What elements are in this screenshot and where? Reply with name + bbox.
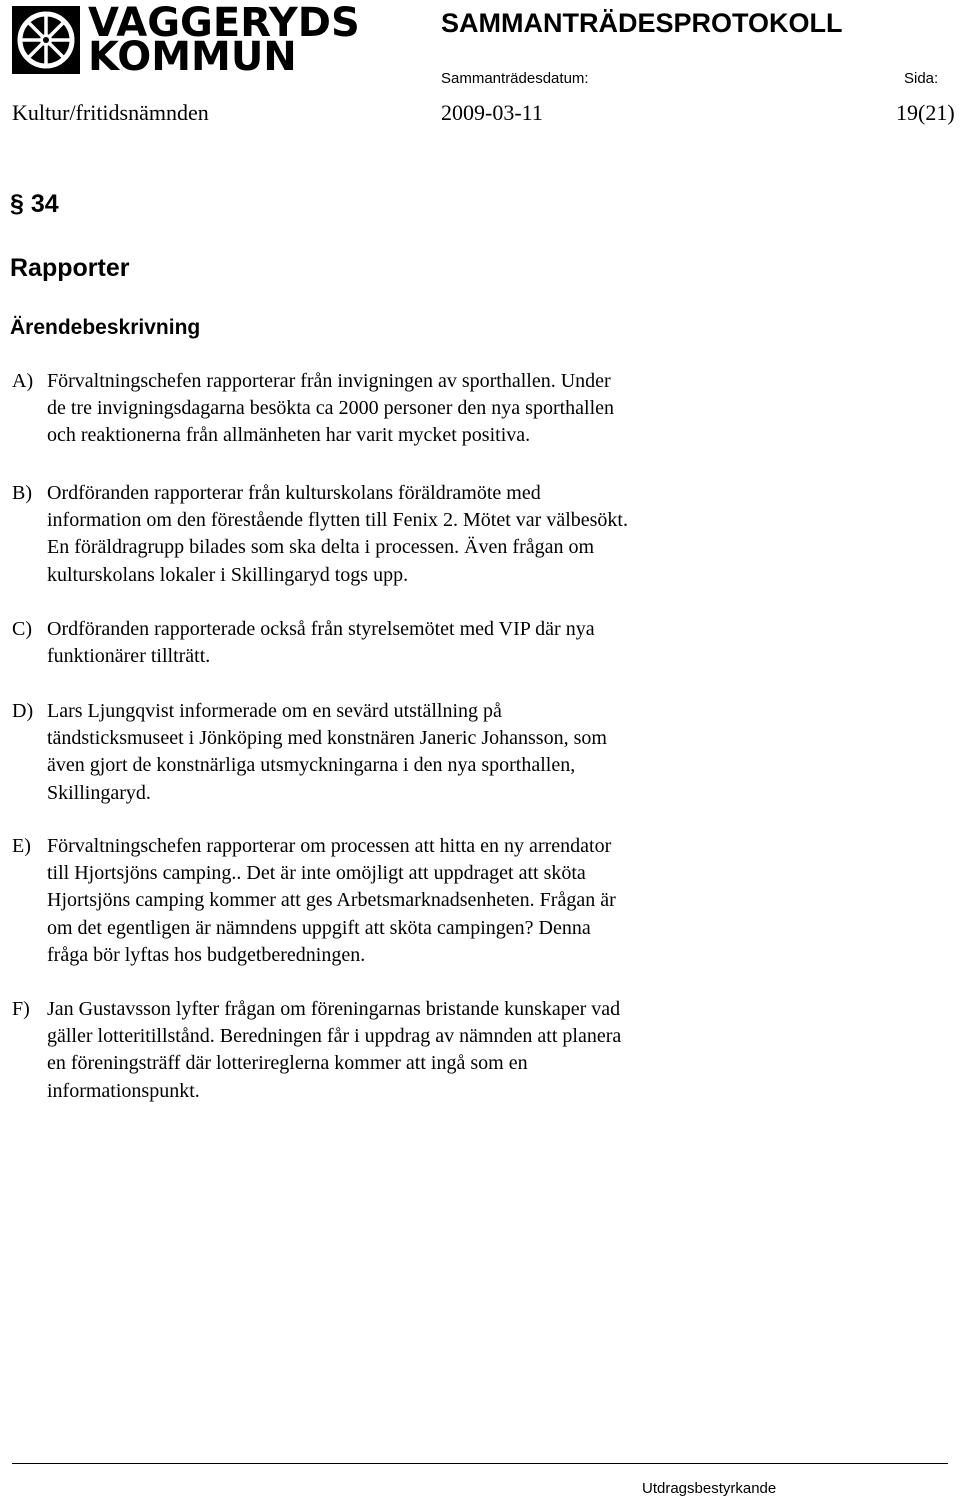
logo-line-2: KOMMUN [88, 34, 297, 80]
report-item-c [12, 616, 772, 670]
page-title: Rapporter [10, 254, 130, 282]
report-item-b [12, 480, 772, 589]
item-line: och reaktionerna från allmänheten har varit mycket positiva. [47, 424, 531, 447]
meeting-date-label: Sammanträdesdatum: [441, 70, 589, 87]
item-line: Ordföranden rapporterade också från styrelsemötet med VIP där nya [47, 618, 595, 640]
page-label: Sida: [904, 70, 939, 87]
municipality-logo [12, 0, 360, 80]
item-line: funktionärer tillträtt. [47, 645, 211, 668]
item-line: Skillingaryd. [47, 781, 151, 804]
item-line: gäller lotteritillstånd. Beredningen får i uppdrag av nämnden att planera [47, 1025, 622, 1048]
item-marker: D) [12, 700, 34, 722]
item-line: till Hjortsjöns camping.. Det är inte omöjligt att uppdraget att sköta [47, 862, 586, 885]
item-line: de tre invigningsdagarna besökta ca 2000 personer den nya sporthallen [47, 397, 615, 420]
wagon-wheel-icon [12, 6, 80, 74]
item-marker: C) [12, 618, 32, 640]
item-marker: A) [12, 370, 34, 392]
section-number: § 34 [10, 190, 59, 218]
item-line: fråga bör lyftas hos budgetberedningen. [47, 943, 366, 966]
report-item-d [12, 698, 772, 807]
logo-wordmark [88, 0, 360, 80]
footer-divider [12, 1463, 948, 1464]
item-line: Hjortsjöns camping kommer att ges Arbetsmarknadsenheten. Frågan är [47, 889, 616, 912]
page-number: 19(21) [896, 100, 955, 125]
item-line: Jan Gustavsson lyfter frågan om föreningarnas bristande kunskaper vad [47, 998, 621, 1020]
document-type: SAMMANTRÄDESPROTOKOLL [441, 8, 843, 38]
logo-line-1: VAGGERYDS [88, 0, 360, 46]
item-line: En föräldragrupp bilades som ska delta i processen. Även frågan om [47, 536, 595, 559]
organization-name: Kultur/fritidsnämnden [12, 100, 209, 125]
report-item-e [12, 833, 772, 969]
item-line: även gjort de konstnärliga utsmyckningarna i den nya sporthallen, [47, 754, 576, 777]
item-marker: E) [12, 835, 31, 857]
item-line: Lars Ljungqvist informerade om en sevärd utställning på [47, 700, 502, 722]
report-item-a [12, 368, 772, 450]
item-marker: F) [12, 998, 30, 1020]
item-line: tändsticksmuseet i Jönköping med konstnären Janeric Johansson, som [47, 727, 607, 750]
footer-certification-label: Utdragsbestyrkande [642, 1480, 777, 1497]
section-subtitle: Ärendebeskrivning [10, 316, 201, 339]
item-line: information om den förestående flytten till Fenix 2. Mötet var välbesökt. [47, 509, 628, 532]
item-line: Förvaltningschefen rapporterar om processen att hitta en ny arrendator [47, 835, 612, 857]
report-item-f [12, 996, 772, 1105]
item-line: om det egentligen är nämndens uppgift att sköta campingen? Denna [47, 916, 591, 939]
item-marker: B) [12, 482, 32, 504]
meeting-date: 2009-03-11 [441, 100, 543, 125]
item-line: Ordföranden rapporterar från kulturskolans föräldramöte med [47, 482, 541, 504]
item-line: informationspunkt. [47, 1079, 200, 1102]
item-line: kulturskolans lokaler i Skillingaryd togs upp. [47, 563, 409, 586]
item-line: Förvaltningschefen rapporterar från invigningen av sporthallen. Under [47, 370, 611, 392]
item-line: en föreningsträff där lotterireglerna kommer att ingå som en [47, 1052, 528, 1075]
